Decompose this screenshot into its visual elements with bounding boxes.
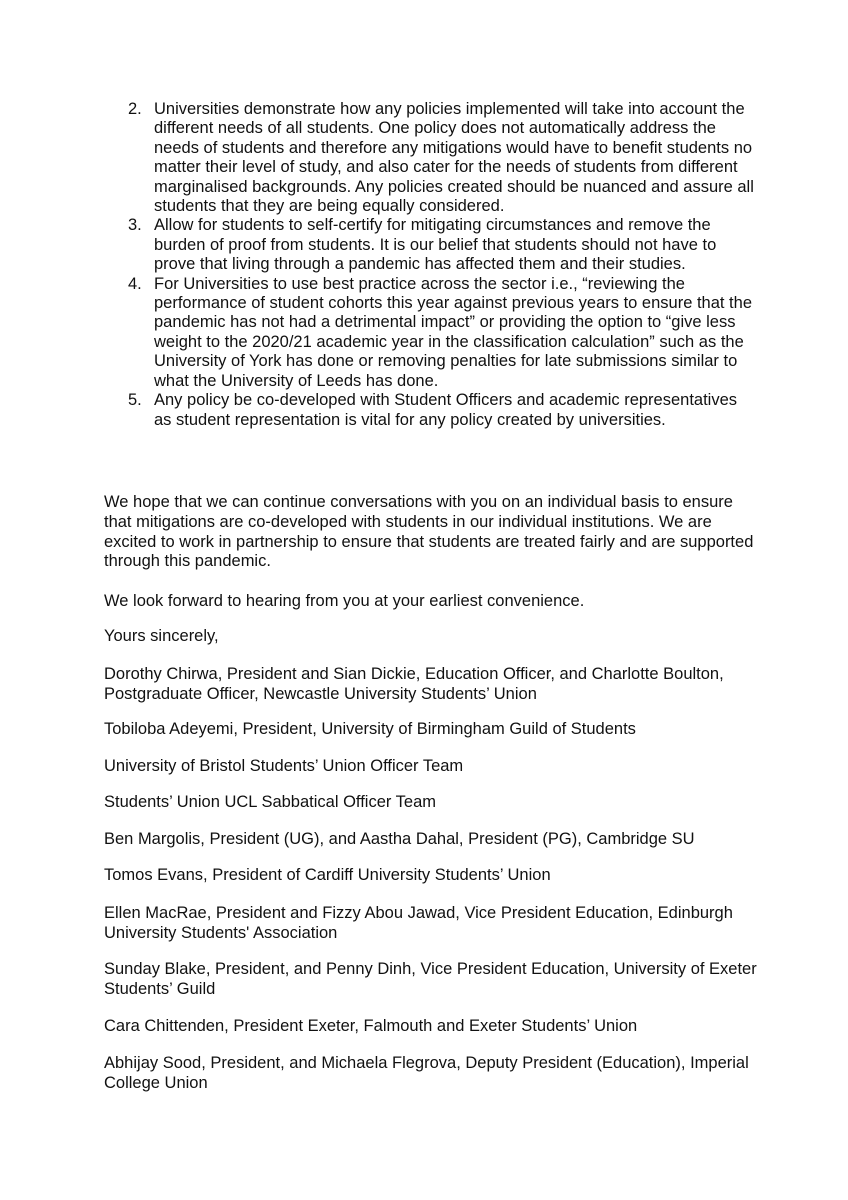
signatory-edinburgh: Ellen MacRae, President and Fizzy Abou Jawad, Vice President Education, Edinburgh University Students' Association [104,904,733,942]
signatory-falmouth-exeter: Cara Chittenden, President Exeter, Falmouth and Exeter Students’ Union [104,1017,638,1035]
list-item [0,275,848,391]
list-item-number: 3. [128,216,142,235]
signatory-ucl: Students’ Union UCL Sabbatical Officer Team [104,793,437,811]
list-item-text: Universities demonstrate how any policies implemented will take into account the different needs of all students. One policy does not automatically address the needs of students and therefore any mitigations would have to benefit students no matter their level of study, and also cater for the needs of students from different marginalised backgrounds. Any policies created should be nuanced and assure all students that they are being equally considered. [154,100,754,216]
sign-off: Yours sincerely, [104,627,219,645]
list-item-text: Allow for students to self-certify for mitigating circumstances and remove the burden of proof from students. It is our belief that students should not have to prove that living through a pandemic has affected them and their studies. [154,216,717,274]
signatory-cambridge: Ben Margolis, President (UG), and Aastha Dahal, President (PG), Cambridge SU [104,830,695,848]
recommendations-list [0,100,848,430]
signatory-imperial: Abhijay Sood, President, and Michaela Flegrova, Deputy President (Education), Imperial College Union [104,1054,749,1092]
signatory-exeter-guild: Sunday Blake, President, and Penny Dinh, Vice President Education, University of Exeter Students’ Guild [104,960,757,998]
list-item [0,216,848,274]
closing-paragraph: We hope that we can continue conversations with you on an individual basis to ensure that mitigations are co-developed with students in our individual institutions. We are excited to work in partnership to ensure that students are treated fairly and are supported through this pandemic. [104,493,754,571]
list-item-number: 4. [128,274,142,293]
signatory-birmingham: Tobiloba Adeyemi, President, University of Birmingham Guild of Students [104,720,636,738]
list-item [0,100,848,216]
signatory-bristol: University of Bristol Students’ Union Officer Team [104,757,464,775]
signatory-newcastle: Dorothy Chirwa, President and Sian Dickie, Education Officer, and Charlotte Boulton, Postgraduate Officer, Newcastle University Students’ Union [104,665,724,703]
signatory-cardiff: Tomos Evans, President of Cardiff University Students’ Union [104,866,551,884]
look-forward-paragraph: We look forward to hearing from you at your earliest convenience. [104,592,585,610]
list-item [0,391,848,430]
list-item-text: For Universities to use best practice across the sector i.e., “reviewing the performance of student cohorts this year against previous years to ensure that the pandemic has not had a detrimental impact” or providing the option to “give less weight to the 2020/21 academic year in the classification calculation” such as the University of York has done or removing penalties for late submissions similar to what the University of Leeds has done. [154,274,752,390]
list-item-text: Any policy be co-developed with Student Officers and academic representatives as student representation is vital for any policy created by universities. [154,391,738,429]
list-item-number: 2. [128,100,142,118]
list-item-number: 5. [128,391,142,410]
